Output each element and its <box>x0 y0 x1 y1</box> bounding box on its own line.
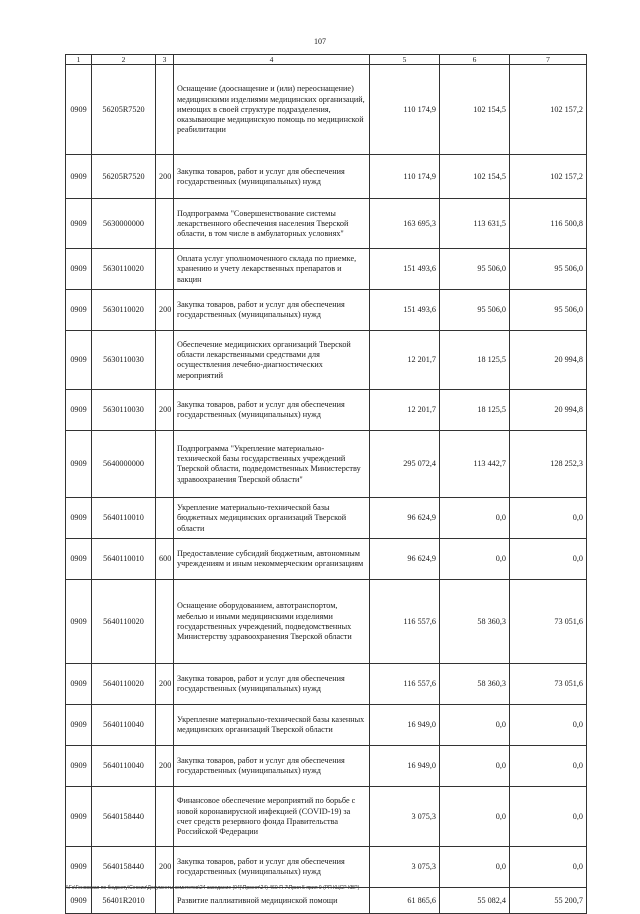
table-cell-c2: 5640110020 <box>92 580 156 664</box>
table-cell-c1: 0909 <box>66 290 92 331</box>
table-cell-c2: 56205R7520 <box>92 155 156 199</box>
table-cell-c1: 0909 <box>66 539 92 580</box>
table-cell-c2: 56401R2010 <box>92 888 156 914</box>
table-row <box>66 155 587 199</box>
table-row <box>66 787 587 847</box>
table-row <box>66 888 587 914</box>
table-cell-c1: 0909 <box>66 155 92 199</box>
table-cell-c6: 0,0 <box>440 746 510 787</box>
table-row <box>66 580 587 664</box>
table-cell-c3: 200 <box>156 390 174 431</box>
table-cell-c6: 113 442,7 <box>440 431 510 498</box>
table-cell-c5: 151 493,6 <box>370 290 440 331</box>
table-cell-c5: 151 493,6 <box>370 249 440 290</box>
table-cell-c6: 58 360,3 <box>440 664 510 705</box>
table-cell-c1: 0909 <box>66 65 92 155</box>
table-row <box>66 746 587 787</box>
table-cell-c5: 3 075,3 <box>370 787 440 847</box>
table-cell-c2: 5630110020 <box>92 290 156 331</box>
table-cell-c4: Обеспечение медицинских организаций Тверской области лекарственными средствами для осуществления лечебно-диагностических мероприятий <box>174 331 370 390</box>
table-row <box>66 249 587 290</box>
table-cell-c6: 102 154,5 <box>440 155 510 199</box>
table-row <box>66 847 587 888</box>
table-cell-c3: 200 <box>156 664 174 705</box>
table-cell-c1: 0909 <box>66 705 92 746</box>
table-cell-c3 <box>156 331 174 390</box>
table-cell-c7: 20 994,8 <box>510 390 587 431</box>
table-cell-c3: 200 <box>156 290 174 331</box>
table-cell-c5: 110 174,9 <box>370 65 440 155</box>
table-cell-c3 <box>156 199 174 249</box>
table-row <box>66 664 587 705</box>
table-cell-c7: 95 506,0 <box>510 290 587 331</box>
table-row <box>66 290 587 331</box>
table-cell-c3 <box>156 580 174 664</box>
table-cell-c1: 0909 <box>66 390 92 431</box>
table-body <box>66 65 587 914</box>
table-cell-c5: 295 072,4 <box>370 431 440 498</box>
table-cell-c3: 200 <box>156 746 174 787</box>
table-cell-c4: Оснащение оборудованием, автотранспортом, мебелью и иными медицинскими изделиями государственных учреждений, подведомственных Министерству здравоохранения Тверской области <box>174 580 370 664</box>
table-cell-c5: 12 201,7 <box>370 331 440 390</box>
table-cell-c6: 18 125,5 <box>440 390 510 431</box>
table-cell-c2: 5640110010 <box>92 498 156 539</box>
table-cell-c3: 200 <box>156 847 174 888</box>
table-cell-c5: 96 624,9 <box>370 498 440 539</box>
table-cell-c4: Закупка товаров, работ и услуг для обеспечения государственных (муниципальных) нужд <box>174 664 370 705</box>
table-cell-c5: 116 557,6 <box>370 664 440 705</box>
table-row <box>66 539 587 580</box>
table-cell-c6: 0,0 <box>440 705 510 746</box>
page-number: 107 <box>314 37 326 46</box>
header-cell: 6 <box>440 55 510 65</box>
table-cell-c6: 18 125,5 <box>440 331 510 390</box>
table-cell-c7: 73 051,6 <box>510 664 587 705</box>
table-row <box>66 390 587 431</box>
table-cell-c7: 0,0 <box>510 539 587 580</box>
header-cell: 7 <box>510 55 587 65</box>
table-cell-c6: 95 506,0 <box>440 290 510 331</box>
table-cell-c6: 113 631,5 <box>440 199 510 249</box>
table-cell-c4: Подпрограмма "Укрепление материально-технической базы государственных учреждений Тверской области, подведомственных Министерству здравоохранения Тверской области" <box>174 431 370 498</box>
table-cell-c3 <box>156 431 174 498</box>
table-cell-c1: 0909 <box>66 888 92 914</box>
table-cell-c1: 0909 <box>66 746 92 787</box>
table-cell-c1: 0909 <box>66 331 92 390</box>
table-cell-c2: 5630110020 <box>92 249 156 290</box>
table-cell-c5: 96 624,9 <box>370 539 440 580</box>
table-cell-c5: 110 174,9 <box>370 155 440 199</box>
table-cell-c2: 56205R7520 <box>92 65 156 155</box>
table-cell-c2: 5630000000 <box>92 199 156 249</box>
table-cell-c7: 55 200,7 <box>510 888 587 914</box>
table-cell-c6: 0,0 <box>440 498 510 539</box>
table-cell-c6: 0,0 <box>440 787 510 847</box>
header-cell: 2 <box>92 55 156 65</box>
budget-table <box>65 54 587 914</box>
table-cell-c3 <box>156 787 174 847</box>
table-cell-c7: 0,0 <box>510 787 587 847</box>
table-cell-c4: Укрепление материально-технической базы бюджетных медицинских организаций Тверской области <box>174 498 370 539</box>
table-cell-c6: 55 082,4 <box>440 888 510 914</box>
header-cell: 5 <box>370 55 440 65</box>
table-row <box>66 199 587 249</box>
table-cell-c7: 116 500,8 <box>510 199 587 249</box>
table-cell-c1: 0909 <box>66 664 92 705</box>
table-cell-c7: 0,0 <box>510 498 587 539</box>
table-cell-c3: 200 <box>156 155 174 199</box>
table-cell-c1: 0909 <box>66 249 92 290</box>
table-cell-c2: 5630110030 <box>92 390 156 431</box>
footer-file-path: \\Fs\Геновская по бюджету\Сессии\Документы комитетов\24 заседание (04)\Проект\24) 460-П-7\Прил 5 прил 9 (РП КЦСР КВР) <box>66 885 360 891</box>
table-cell-c1: 0909 <box>66 787 92 847</box>
table-cell-c2: 5630110030 <box>92 331 156 390</box>
table-cell-c7: 0,0 <box>510 746 587 787</box>
table-cell-c2: 5640110040 <box>92 746 156 787</box>
table-cell-c6: 102 154,5 <box>440 65 510 155</box>
table-cell-c1: 0909 <box>66 847 92 888</box>
table-cell-c7: 20 994,8 <box>510 331 587 390</box>
table-cell-c3: 600 <box>156 539 174 580</box>
header-cell: 3 <box>156 55 174 65</box>
table-cell-c5: 116 557,6 <box>370 580 440 664</box>
table-cell-c3 <box>156 498 174 539</box>
table-cell-c7: 95 506,0 <box>510 249 587 290</box>
table-cell-c2: 5640158440 <box>92 847 156 888</box>
table-cell-c5: 16 949,0 <box>370 746 440 787</box>
table-row <box>66 705 587 746</box>
header-row <box>66 55 587 65</box>
table-cell-c5: 16 949,0 <box>370 705 440 746</box>
table-cell-c4: Оплата услуг уполномоченного склада по приемке, хранению и учету лекарственных препаратов и вакцин <box>174 249 370 290</box>
table-cell-c3 <box>156 888 174 914</box>
table-cell-c1: 0909 <box>66 580 92 664</box>
table-cell-c7: 73 051,6 <box>510 580 587 664</box>
table-cell-c5: 3 075,3 <box>370 847 440 888</box>
table-cell-c7: 102 157,2 <box>510 155 587 199</box>
table-cell-c6: 0,0 <box>440 847 510 888</box>
table-cell-c4: Закупка товаров, работ и услуг для обеспечения государственных (муниципальных) нужд <box>174 390 370 431</box>
table-row <box>66 498 587 539</box>
table-cell-c4: Закупка товаров, работ и услуг для обеспечения государственных (муниципальных) нужд <box>174 290 370 331</box>
table-cell-c6: 95 506,0 <box>440 249 510 290</box>
table-row <box>66 331 587 390</box>
table-cell-c4: Оснащение (дооснащение и (или) переоснащение) медицинскими изделиями медицинских организаций, имеющих в своей структуре подразделения, оказывающие медицинскую помощь по медицинской реабилитации <box>174 65 370 155</box>
table-cell-c4: Подпрограмма "Совершенствование системы лекарственного обеспечения населения Тверской области, в том числе в амбулаторных условиях" <box>174 199 370 249</box>
table-cell-c2: 5640000000 <box>92 431 156 498</box>
table-cell-c4: Развитие паллиативной медицинской помощи <box>174 888 370 914</box>
table-cell-c4: Предоставление субсидий бюджетным, автономным учреждениям и иным некоммерческим организациям <box>174 539 370 580</box>
table-cell-c3 <box>156 65 174 155</box>
table-cell-c6: 0,0 <box>440 539 510 580</box>
table-cell-c3 <box>156 249 174 290</box>
table-cell-c4: Закупка товаров, работ и услуг для обеспечения государственных (муниципальных) нужд <box>174 155 370 199</box>
table-cell-c5: 12 201,7 <box>370 390 440 431</box>
table-cell-c7: 0,0 <box>510 847 587 888</box>
table-cell-c5: 163 695,3 <box>370 199 440 249</box>
table-cell-c5: 61 865,6 <box>370 888 440 914</box>
table-row <box>66 431 587 498</box>
table-cell-c7: 128 252,3 <box>510 431 587 498</box>
table-cell-c4: Закупка товаров, работ и услуг для обеспечения государственных (муниципальных) нужд <box>174 746 370 787</box>
table-cell-c2: 5640158440 <box>92 787 156 847</box>
table-cell-c4: Финансовое обеспечение мероприятий по борьбе с новой коронавирусной инфекцией (COVID-19) за счет средств резервного фонда Правительства Российской Федерации <box>174 787 370 847</box>
table-cell-c2: 5640110020 <box>92 664 156 705</box>
table-cell-c1: 0909 <box>66 199 92 249</box>
table-cell-c4: Закупка товаров, работ и услуг для обеспечения государственных (муниципальных) нужд <box>174 847 370 888</box>
header-cell: 4 <box>174 55 370 65</box>
table-cell-c2: 5640110010 <box>92 539 156 580</box>
table-cell-c1: 0909 <box>66 431 92 498</box>
table-cell-c7: 102 157,2 <box>510 65 587 155</box>
table-cell-c7: 0,0 <box>510 705 587 746</box>
table-cell-c4: Укрепление материально-технической базы казенных медицинских организаций Тверской области <box>174 705 370 746</box>
header-cell: 1 <box>66 55 92 65</box>
table-cell-c6: 58 360,3 <box>440 580 510 664</box>
table-cell-c3 <box>156 705 174 746</box>
table-cell-c1: 0909 <box>66 498 92 539</box>
table-row <box>66 65 587 155</box>
table-cell-c2: 5640110040 <box>92 705 156 746</box>
